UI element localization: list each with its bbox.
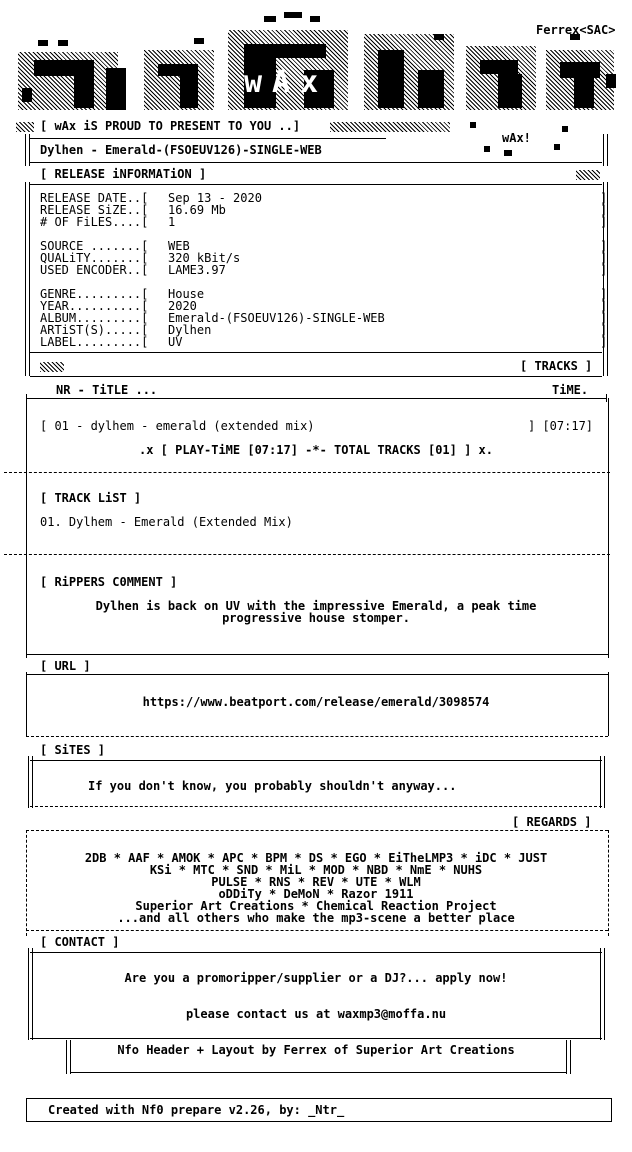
info-label-release-size: RELEASE SiZE..[ bbox=[40, 203, 149, 217]
info-row-close: ] bbox=[600, 239, 608, 253]
info-row-close: ] bbox=[600, 335, 608, 349]
info-label-year: YEAR..........[ bbox=[40, 299, 149, 313]
info-row-close: ] bbox=[600, 299, 608, 313]
tracklist-item: 01. Dylhem - Emerald (Extended Mix) bbox=[40, 515, 293, 529]
regards-line: PULSE * RNS * REV * UTE * WLM bbox=[211, 875, 421, 889]
info-value-quality: 320 kBit/s bbox=[168, 251, 241, 265]
sites-header: [ SiTES ] bbox=[40, 743, 106, 757]
track-row-title: [ 01 - dylhem - emerald (extended mix) bbox=[40, 419, 315, 433]
column-time: TiME. bbox=[552, 383, 589, 397]
signature: Ferrex<SAC> bbox=[536, 23, 616, 37]
info-value-source: WEB bbox=[168, 239, 190, 253]
info-row-close: ] bbox=[600, 191, 608, 205]
info-row-close: ] bbox=[600, 203, 608, 217]
regards-header: [ REGARDS ] bbox=[512, 815, 592, 829]
info-value-year: 2020 bbox=[168, 299, 197, 313]
info-label-release-date: RELEASE DATE..[ bbox=[40, 191, 149, 205]
info-value-release-date: Sep 13 - 2020 bbox=[168, 191, 262, 205]
info-value-files: 1 bbox=[168, 215, 176, 229]
regards-line: oDDiTy * DeMoN * Razor 1911 bbox=[218, 887, 414, 901]
info-label-artist: ARTiST(S).....[ bbox=[40, 323, 149, 337]
info-value-album: Emerald-(FSOEUV126)-SINGLE-WEB bbox=[168, 311, 385, 325]
info-row-close: ] bbox=[600, 215, 608, 229]
layout-credits: Nfo Header + Layout by Ferrex of Superior Art Creations bbox=[117, 1043, 515, 1057]
info-label-quality: QUALiTY.......[ bbox=[40, 251, 149, 265]
info-label-album: ALBUM.........[ bbox=[40, 311, 149, 325]
release-title: Dylhen - Emerald-(FSOEUV126)-SINGLE-WEB bbox=[40, 143, 322, 157]
regards-line: Superior Art Creations * Chemical Reaction Project bbox=[135, 899, 497, 913]
info-label-genre: GENRE.........[ bbox=[40, 287, 149, 301]
column-title: NR - TiTLE ... bbox=[56, 383, 158, 397]
info-label-encoder: USED ENCODER..[ bbox=[40, 263, 149, 277]
regards-line: 2DB * AAF * AMOK * APC * BPM * DS * EGO * EiTheLMP3 * iDC * JUST bbox=[84, 851, 548, 865]
info-value-release-size: 16.69 Mb bbox=[168, 203, 226, 217]
comment-line-2: progressive house stomper. bbox=[222, 611, 410, 625]
info-row-close: ] bbox=[600, 287, 608, 301]
info-row-close: ] bbox=[600, 311, 608, 325]
playtime-summary: .x [ PLAY-TiME [07:17] -*- TOTAL TRACKS [01] ] x. bbox=[138, 443, 493, 457]
release-url-link[interactable]: https://www.beatport.com/release/emerald/3098574 bbox=[142, 695, 490, 709]
tracks-header: [ TRACKS ] bbox=[520, 359, 593, 373]
info-value-artist: Dylhen bbox=[168, 323, 212, 337]
contact-header: [ CONTACT ] bbox=[40, 935, 120, 949]
info-value-genre: House bbox=[168, 287, 205, 301]
info-row-close: ] bbox=[600, 263, 608, 277]
tracklist-header: [ TRACK LiST ] bbox=[40, 491, 142, 505]
release-info-header: [ RELEASE iNFORMATiON ] bbox=[40, 167, 207, 181]
info-label-label: LABEL.........[ bbox=[40, 335, 149, 349]
info-value-label: UV bbox=[168, 335, 183, 349]
info-label-source: SOURCE .......[ bbox=[40, 239, 149, 253]
comment-line-1: Dylhen is back on UV with the impressive Emerald, a peak time bbox=[95, 599, 537, 613]
header-logo bbox=[14, 10, 618, 122]
sites-text: If you don't know, you probably shouldn't anyway... bbox=[88, 779, 457, 793]
intro-text: [ wAx iS PROUD TO PRESENT TO YOU ..] bbox=[40, 119, 301, 133]
info-row-close: ] bbox=[600, 323, 608, 337]
logo-tag: wAx! bbox=[502, 131, 531, 145]
info-row-close: ] bbox=[600, 251, 608, 265]
comment-header: [ RiPPERS C0MMENT ] bbox=[40, 575, 178, 589]
track-row-time: ] [07:17] bbox=[528, 419, 594, 433]
info-value-encoder: LAME3.97 bbox=[168, 263, 226, 277]
info-label-files: # OF FiLES....[ bbox=[40, 215, 149, 229]
footer-credit: Created with Nf0 prepare v2.26, by: _Ntr_ bbox=[48, 1103, 345, 1117]
regards-line: ...and all others who make the mp3-scene a better place bbox=[117, 911, 515, 925]
contact-line-1: Are you a promoripper/supplier or a DJ?... apply now! bbox=[124, 971, 508, 985]
logo-lettering: wAx bbox=[244, 65, 329, 100]
url-header: [ URL ] bbox=[40, 659, 91, 673]
regards-line: KSi * MTC * SND * MiL * MOD * NBD * NmE * NUHS bbox=[149, 863, 483, 877]
contact-line-2: please contact us at waxmp3@moffa.nu bbox=[185, 1007, 447, 1021]
